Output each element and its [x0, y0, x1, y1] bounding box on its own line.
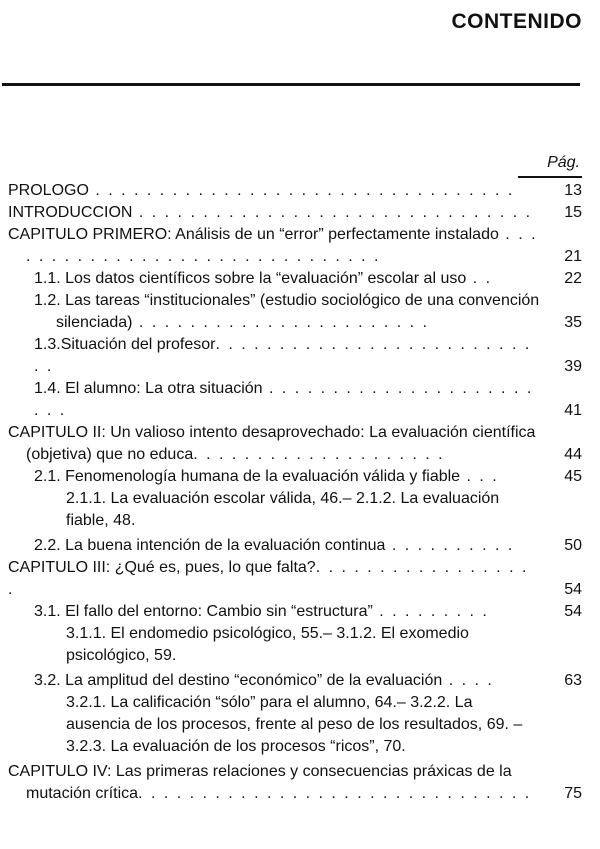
toc-page-number: 22: [564, 270, 582, 287]
toc-page-number: 21: [564, 248, 582, 265]
toc-page-number: 50: [564, 537, 582, 554]
toc-entry-text: 3.2. La amplitud del destino “económico” de la evaluación: [34, 672, 443, 689]
toc-entry-3-1-sub: [8, 623, 582, 667]
toc-leader-dots: . . . . . . . . . . . . . . . . . .: [8, 559, 529, 598]
toc-entry-text: CAPITULO PRIMERO: Análisis de un “error” perfectamente instalado: [8, 226, 499, 243]
toc-leader-dots: . . . . . . . . .: [372, 603, 489, 620]
toc-page-number: 41: [564, 402, 582, 419]
page-column-rule: [518, 176, 582, 178]
toc-leader-dots: . . . . . . . . . . . . . . . . . . . . . . .: [132, 314, 429, 331]
header-rule: [2, 83, 580, 86]
table-of-contents: [8, 180, 582, 805]
toc-leader-dots: . . . . . . . . . . . . . . . . . . . . . . . . . . . . . . . . .: [88, 182, 515, 199]
toc-entry-capitulo-1: [8, 224, 582, 268]
toc-page-number: 39: [564, 358, 582, 375]
toc-entry-text: 2.1. Fenomenología humana de la evaluación válida y fiable: [34, 468, 461, 485]
toc-entry-text: 3.2.1. La calificación “sólo” para el alumno, 64.– 3.2.2. La ausencia de los procesos, frente al peso de los resultados, 69. – 3.2.3. La evaluación de los procesos “ricos”, 70.: [66, 694, 523, 755]
toc-page-number: 54: [564, 603, 582, 620]
toc-leader-dots: . . . . . . . . . . . . . . . . . . . . . . . . . . .: [34, 336, 532, 375]
toc-entry-text: 3.1. El fallo del entorno: Cambio sin “estructura”: [34, 603, 373, 620]
toc-page-number: 75: [564, 785, 582, 802]
toc-leader-dots: . . . . . . . . . . . . . . . . . . . . . . . .: [34, 380, 534, 419]
toc-entry-1-4: [8, 378, 582, 422]
toc-entry-2-1: [8, 466, 582, 488]
toc-entry-1-2: [8, 290, 582, 334]
toc-leader-dots: . . . . . . . . . . . . . . . . . . . . . . . . . . . . . . .: [138, 785, 532, 802]
toc-page-number: 35: [564, 314, 582, 331]
toc-entry-1-3: [8, 334, 582, 378]
toc-entry-text: CAPITULO III: ¿Qué es, pues, lo que falta?: [8, 559, 316, 576]
toc-entry-1-1: [8, 268, 582, 290]
toc-leader-dots: . . . .: [442, 672, 494, 689]
toc-entry-2-1-sub: [8, 488, 582, 532]
toc-leader-dots: . .: [466, 270, 493, 287]
toc-entry-text: 2.2. La buena intención de la evaluación continua: [34, 537, 386, 554]
toc-page-number: 13: [564, 182, 582, 199]
toc-entry-text: CAPITULO II: Un valioso intento desaprovechado: La evaluación científica (objetiva) que no educa: [8, 424, 536, 463]
toc-page-number: 44: [564, 446, 582, 463]
toc-entry-2-2: [8, 535, 582, 557]
toc-entry-capitulo-3: [8, 557, 582, 601]
page-title: CONTENIDO: [451, 10, 582, 33]
toc-leader-dots: . . . . . . . . . . . . . . . . . . . . . . . . . . . . . . .: [26, 226, 538, 265]
toc-entry-capitulo-2: [8, 422, 582, 466]
toc-entry-text: 3.1.1. El endomedio psicológico, 55.– 3.1.2. El exomedio psicológico, 59.: [66, 625, 469, 664]
toc-leader-dots: . . . . . . . . . . . . . . . . . . . . . . . . . . . . . . .: [132, 204, 533, 221]
toc-entry-text: 1.2. Las tareas “institucionales” (estudio sociológico de una convención silenciada): [34, 292, 540, 331]
toc-leader-dots: . . . . . . . . . .: [385, 537, 515, 554]
toc-entry-text: INTRODUCCION: [8, 204, 133, 221]
page-column-label: Pág.: [547, 154, 580, 171]
toc-entry-text: PROLOGO: [8, 182, 89, 199]
toc-leader-dots: . . . . . . . . . . . . . . . . . . . .: [193, 446, 445, 463]
toc-entry-3-1: [8, 601, 582, 623]
toc-page-number: 15: [564, 204, 582, 221]
toc-entry-text: 2.1.1. La evaluación escolar válida, 46.– 2.1.2. La evaluación fiable, 48.: [66, 490, 500, 529]
toc-entry-text: 1.4. El alumno: La otra situación: [34, 380, 263, 397]
toc-entry-text: 1.3.Situación del profesor: [34, 336, 216, 353]
toc-entry-3-2-sub: [8, 692, 582, 758]
toc-entry-prologo: [8, 180, 582, 202]
toc-page-number: 45: [564, 468, 582, 485]
toc-leader-dots: . . .: [460, 468, 499, 485]
toc-entry-text: 1.1. Los datos científicos sobre la “evaluación” escolar al uso: [34, 270, 467, 287]
toc-page-number: 63: [564, 672, 582, 689]
toc-entry-introduccion: [8, 202, 582, 224]
toc-page-number: 54: [564, 581, 582, 598]
toc-entry-3-2: [8, 670, 582, 692]
toc-entry-capitulo-4: [8, 761, 582, 805]
toc-entry-text: CAPITULO IV: Las primeras relaciones y consecuencias práxicas de la mutación crítica: [8, 763, 512, 802]
